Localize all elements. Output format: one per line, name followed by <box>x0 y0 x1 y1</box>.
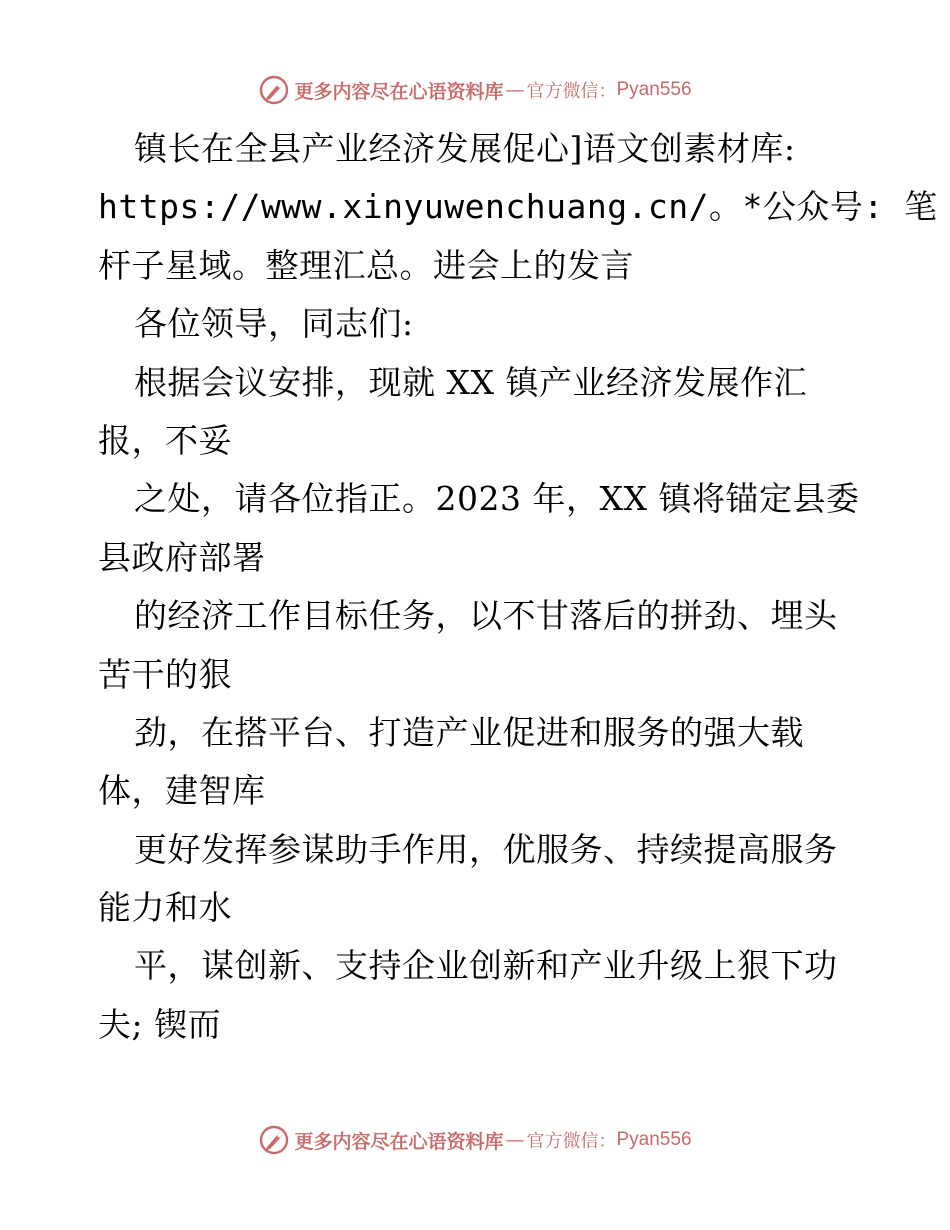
watermark-wechat-id: Pyan556 <box>616 79 692 100</box>
paragraph-line: 报，不妥 <box>98 420 232 460</box>
salutation: 各位领导，同志们: <box>134 304 414 344</box>
watermark-official-label: 官方微信： <box>526 81 617 102</box>
paragraph-line: 劲，在搭平台、打造产业促进和服务的强大载 <box>134 712 804 752</box>
watermark-site-text: 更多内容尽在心语资料库 <box>294 80 504 103</box>
paragraph-line: 苦干的狠 <box>98 654 232 694</box>
paragraph-line: 体，建智库 <box>98 771 266 811</box>
title-line-2-url: https://www.xinyuwenchuang.cn/。*公众号: 笔 <box>98 187 938 227</box>
title-line-3: 杆子星域。整理汇总。进会上的发言 <box>98 245 634 285</box>
watermark-wechat-id: Pyan556 <box>616 1129 692 1150</box>
watermark-dash: — <box>505 1129 525 1151</box>
paragraph-line: 的经济工作目标任务，以不甘落后的拼劲、埋头 <box>134 596 838 636</box>
footer-watermark <box>0 1120 950 1160</box>
paragraph-line: 之处，请各位指正。2023 年，XX 镇将锚定县委 <box>134 479 860 519</box>
quill-pen-logo-icon <box>258 1124 290 1156</box>
watermark-site-text: 更多内容尽在心语资料库 <box>294 1130 504 1153</box>
paragraph-line: 县政府部署 <box>98 537 266 577</box>
watermark-official-label: 官方微信： <box>526 1131 617 1152</box>
paragraph-line: 更好发挥参谋助手作用，优服务、持续提高服务 <box>134 829 838 869</box>
header-watermark <box>0 70 950 110</box>
document-body <box>98 120 938 1054</box>
paragraph-line: 夫; 锲而 <box>98 1004 222 1044</box>
paragraph-line: 平，谋创新、支持企业创新和产业升级上狠下功 <box>134 946 838 986</box>
paragraph-line: 能力和水 <box>98 888 232 928</box>
paragraph-line: 根据会议安排，现就 XX 镇产业经济发展作汇 <box>134 362 807 402</box>
title-line-1: 镇长在全县产业经济发展促心]语文创素材库: <box>134 129 796 168</box>
quill-pen-logo-icon <box>258 74 290 106</box>
watermark-dash: — <box>505 79 525 101</box>
